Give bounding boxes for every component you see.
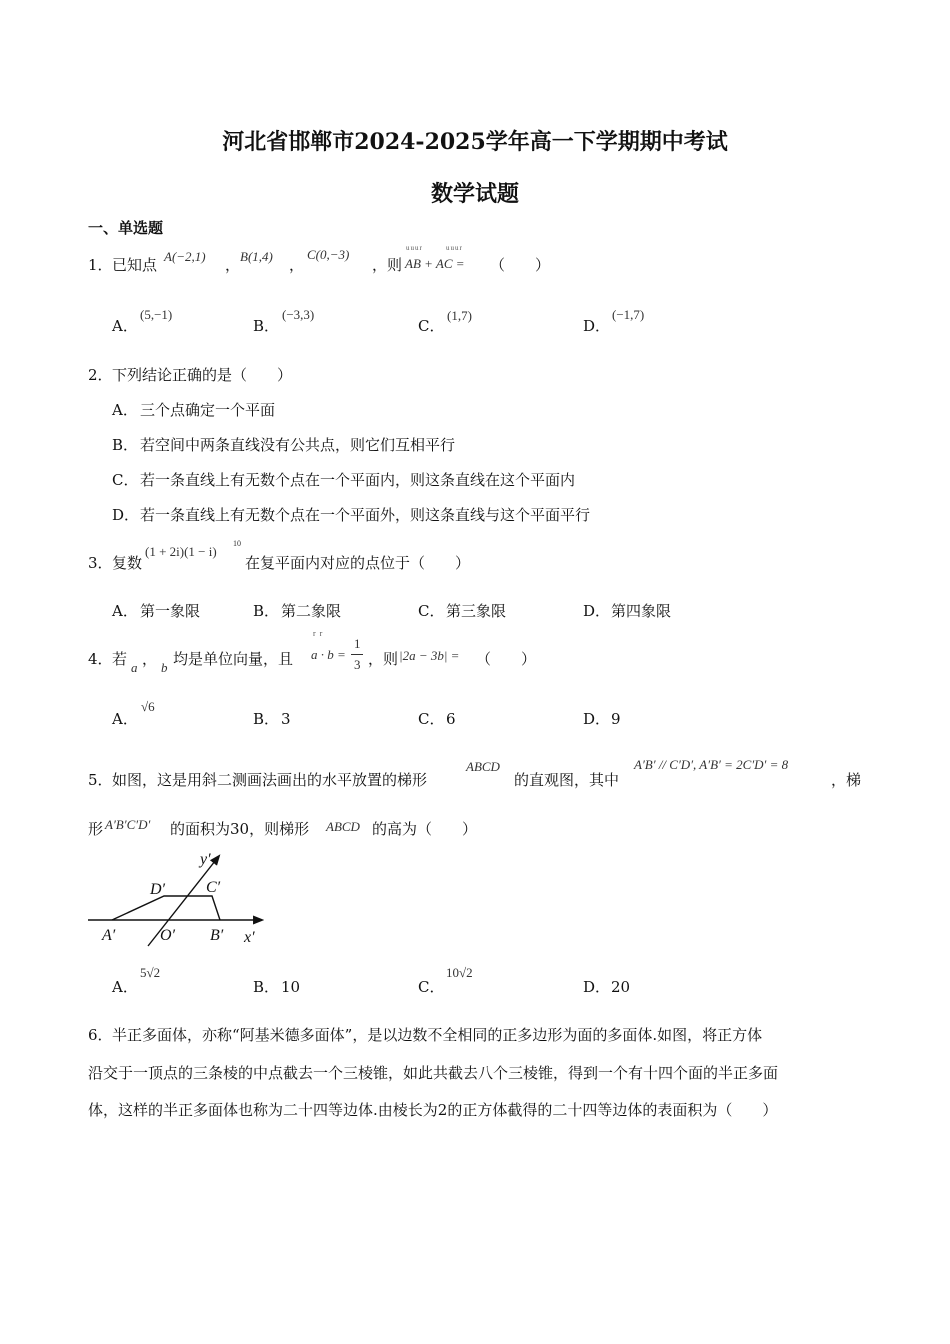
option-value: √6 <box>141 699 155 714</box>
option-value: 若空间中两条直线没有公共点，则它们互相平行 <box>140 436 456 454</box>
question-stem: ，则 <box>368 650 399 668</box>
question-stem: ，梯 <box>831 771 862 789</box>
question-stem: 沿交于一顶点的三条棱的中点截去一个三棱锥，如此共截去八个三棱锥，得到一个有十四个面的半正多面 <box>88 1064 779 1082</box>
option-value: 第二象限 <box>281 602 342 620</box>
exam-subtitle: 数学试题 <box>430 181 519 207</box>
option-label: D． <box>583 978 611 996</box>
question-stem: 复数 <box>112 554 143 572</box>
question-stem: 的面积为30，则梯形 <box>170 820 310 838</box>
option-label: A． <box>112 317 138 335</box>
question-stem: 已知点 <box>112 256 158 274</box>
option-value: (−3,3) <box>282 307 315 322</box>
option-label: D． <box>583 317 611 335</box>
vector-arrow-mark: uuur <box>406 244 423 252</box>
question-stem: 体，这样的半正多面体也称为二十四等边体.由棱长为2的正方体截得的二十四等边体的表面积为（ ） <box>88 1101 778 1119</box>
option-value: 若一条直线上有无数个点在一个平面内，则这条直线在这个平面内 <box>140 471 576 489</box>
option-value: 5√2 <box>140 965 161 980</box>
question-stem: 的高为（ ） <box>372 820 478 838</box>
origin-label: O′ <box>160 927 176 944</box>
option-value: 若一条直线上有无数个点在一个平面外，则这条直线与这个平面平行 <box>140 506 591 524</box>
option-label: A． <box>112 710 138 728</box>
question-number: 5． <box>88 771 113 789</box>
fraction-denominator: 3 <box>354 657 361 672</box>
vector-arrow-mark: uuur <box>446 244 463 252</box>
vector-a: a <box>131 660 138 675</box>
option-label: D． <box>583 710 611 728</box>
question-stem: 半正多面体，亦称“阿基米德多面体”，是以边数不全相同的正多边形为面的多面体.如图，将正方体 <box>112 1026 763 1044</box>
question-number: 6． <box>88 1026 113 1044</box>
option-value: 第三象限 <box>446 602 507 620</box>
option-value: 9 <box>611 710 621 728</box>
option-label: B． <box>253 978 280 996</box>
y-axis <box>148 856 219 946</box>
vector-arrow-mark: r r <box>313 629 324 638</box>
trapezoid-name: ABCD <box>326 819 360 834</box>
option-label: C． <box>418 602 445 620</box>
option-label: C． <box>418 710 445 728</box>
option-value: 20 <box>611 978 631 996</box>
option-label: A． <box>112 401 138 419</box>
exponent: 10 <box>233 539 241 548</box>
question-stem: 若 <box>112 650 128 668</box>
option-label: B． <box>253 317 280 335</box>
option-label: C． <box>418 317 445 335</box>
vertex-label-d: D′ <box>150 881 166 898</box>
question-number: 1． <box>88 256 113 274</box>
question-stem: 如图，这是用斜二测画法画出的水平放置的梯形 <box>112 771 428 789</box>
vertex-label-c: C′ <box>206 879 221 896</box>
option-label: D． <box>583 602 611 620</box>
option-label: A． <box>112 978 138 996</box>
option-value: (5,−1) <box>140 307 173 322</box>
option-label: C． <box>112 471 139 489</box>
question-number: 3． <box>88 554 113 572</box>
answer-blank: （ ） <box>476 650 537 668</box>
option-label: A． <box>112 602 138 620</box>
point-c: C(0,−3) <box>307 247 350 262</box>
option-value: 6 <box>446 710 456 728</box>
option-value: 3 <box>281 710 291 728</box>
option-label: C． <box>418 978 445 996</box>
complex-expression: (1 + 2i)(1 − i) <box>145 544 217 559</box>
option-value: 10 <box>281 978 301 996</box>
trapezoid-condition: A′B′ // C′D′, A′B′ = 2C′D′ = 8 <box>634 757 789 772</box>
question-stem: 形 <box>88 820 104 838</box>
question-stem: 均是单位向量，且 <box>173 650 294 668</box>
question-stem: 下列结论正确的是（ ） <box>112 366 293 384</box>
section-heading: 一、单选题 <box>88 219 164 237</box>
option-value: (−1,7) <box>612 307 645 322</box>
option-label: D． <box>112 506 140 524</box>
x-axis-label: x′ <box>244 929 255 946</box>
vertex-label-a: A′ <box>102 927 116 944</box>
answer-blank: （ ） <box>490 256 551 274</box>
magnitude-expression: |2a − 3b| = <box>399 648 460 663</box>
option-label: B． <box>253 602 280 620</box>
dot-product: a · b = <box>311 647 346 662</box>
option-value: 第四象限 <box>611 602 672 620</box>
option-label: B． <box>112 436 139 454</box>
point-a: A(−2,1) <box>164 249 206 264</box>
option-value: 10√2 <box>446 965 473 980</box>
option-label: B． <box>253 710 280 728</box>
vector-b: b <box>161 660 168 675</box>
trapezoid-name: ABCD <box>466 759 500 774</box>
option-value: 三个点确定一个平面 <box>140 401 276 419</box>
vertex-label-b: B′ <box>210 927 224 944</box>
question-stem: 在复平面内对应的点位于（ ） <box>245 554 471 572</box>
trapezoid-shape <box>112 896 220 920</box>
question-stem: 的直观图，其中 <box>514 771 620 789</box>
question-number: 4． <box>88 650 113 668</box>
exam-page: 河北省邯郸市2024-2025学年高一下学期期中考试 数学试题 一、单选题 1． 已知点 A(−2,1) ， B(1,4) ， C(0,−3) ，则 uuur uuur AB + AC = （ ） A． (5,−1) B． (−3,3) C． (1,7) D． (−1,7) 2． 下列结论正确的是（ ） A． 三个点确定一个平面 B． 若空间中两条直线没有公共点，则它们互相平行 C． 若一条直线上有无数个点在一个平面内，则这条直线在这个平面内 D． 若一条直线上有无数个点在一个平面外，则这条直线与这个平面平行 3． 复数 (1 + 2i)(1 − i) 10 在复平面内对应的点位于（ ） A． 第一象限 B． 第二象限 C． 第三象限 D． 第四象限 4． 若 a ， b 均是单位向量，且 r r a · b = 1 3 ，则 |2a − 3b| = （ ） A． √6 B． 3 C． 6 D． 9 5． 如图，这是用斜二测画法画出的水平放置的梯形 ABCD 的直观图，其中 A′B′ // C′D′, A′B′ = 2C′D′ = 8 ，梯 形 A′B′C′D′ 的面积为30，则梯形 ABCD 的高为（ ） y′ x′ D′ C′ A′ O′ B′ A． 5√2 B． 10 C． 10√2 D． 20 6． 半正多面体，亦称“阿基米德多面体”，是以边数不全相同的正多边形为面的多面体.如图，将正方体 沿交于一顶点的三条棱的中点截去一个三棱锥，如此共截去八个三棱锥，得到一个有十四个面的半正多面 体，这样的半正多面体也称为二十四等边体.由棱长为2的正方体截得的二十四等边体的表面积为（ ） <box>0 0 950 1344</box>
point-b: B(1,4) <box>240 249 273 264</box>
option-value: (1,7) <box>447 308 472 323</box>
trapezoid-diagram <box>86 848 276 948</box>
exam-title: 河北省邯郸市2024-2025学年高一下学期期中考试 <box>222 129 728 155</box>
question-number: 2． <box>88 366 113 384</box>
y-axis-label: y′ <box>200 851 211 868</box>
fraction-numerator: 1 <box>354 636 361 651</box>
vector-expression: AB + AC = <box>405 256 465 271</box>
trapezoid-prime-name: A′B′C′D′ <box>105 817 151 832</box>
option-value: 第一象限 <box>140 602 201 620</box>
